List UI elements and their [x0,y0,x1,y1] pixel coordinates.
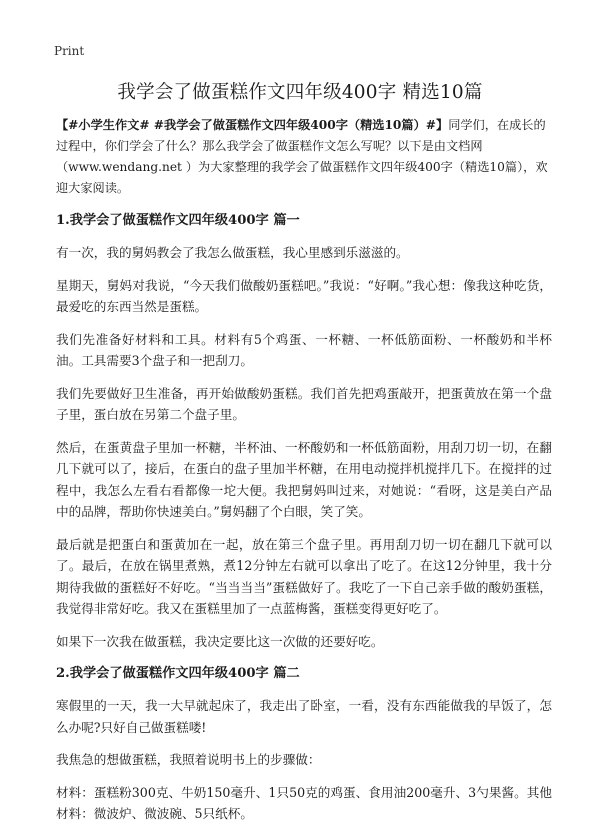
paragraph: 星期天，舅妈对我说，“今天我们做酸奶蛋糕吧。”我说：“好啊。”我心想：像我这种吃货，最爱吃的东西当然是蛋糕。 [56,277,552,314]
page-title: 我学会了做蛋糕作文四年级400字 精选10篇 [117,82,483,103]
section-heading: 1.我学会了做蛋糕作文四年级400字 篇一 [56,213,300,228]
print-label: Print [54,44,85,58]
paragraph: 材料：蛋糕粉300克、牛奶150毫升、1只50克的鸡蛋、食用油200毫升、3勺果酱。其他材料：微波炉、微波碗、5只纸杯。 [56,784,552,821]
paragraph: 我们先准备好材料和工具。材料有5个鸡蛋、一杯糖、一杯低筋面粉、一杯酸奶和半杯油。工具需要3个盘子和一把刮刀。 [56,331,552,368]
paragraph: 然后，在蛋黄盘子里加一杯糖，半杯油、一杯酸奶和一杯低筋面粉，用刮刀切一切，在翻几下就可以了，接后，在蛋白的盘子里加半杯糖，在用电动搅拌机搅拌几下。在搅拌的过程中，我怎么左看右看都像一坨大便。我把舅妈叫过来，对她说：“看呀，这是美白产品中的品牌，帮助你快速美白。”舅妈翻了个白眼，笑了笑。 [56,439,552,519]
intro-text: 同学们，在成长的过程中，你们学会了什么？那么我学会了做蛋糕作文怎么写呢？以下是由文档网（www.wendang.net ）为大家整理的我学会了做蛋糕作文四年级400字（精选10篇），欢迎大家阅读。 [56,118,548,195]
section-heading: 2.我学会了做蛋糕作文四年级400字 篇二 [56,666,300,681]
intro-paragraph [56,115,552,199]
paragraph: 有一次，我的舅妈教会了我怎么做蛋糕，我心里感到乐滋滋的。 [56,245,409,260]
article-body [56,115,552,836]
paragraph: 我焦急的想做蛋糕，我照着说明书上的步骤做： [56,752,321,767]
paragraph: 最后就是把蛋白和蛋黄加在一起，放在第三个盘子里。再用刮刀切一切在翻几下就可以了。最后，在放在锅里煮熟，煮12分钟左右就可以拿出了吃了。在这12分钟里，我十分期待我做的蛋糕好不好吃。“当当当当”蛋糕做好了。我吃了一下自己亲手做的酸奶蛋糕，我觉得非常好吃。我又在蛋糕里加了一点蓝梅酱，蛋糕变得更好吃了。 [56,536,552,616]
paragraph: 如果下一次我在做蛋糕，我决定要比这一次做的还要好吃。 [56,633,384,649]
paragraph: 我们先要做好卫生准备，再开始做酸奶蛋糕。我们首先把鸡蛋敲开，把蛋黄放在第一个盘子里，蛋白放在另第二个盘子里。 [56,385,552,422]
intro-tag: 【#小学生作文# #我学会了做蛋糕作文四年级400字（精选10篇）#】 [56,118,449,132]
paragraph: 寒假里的一天，我一大早就起床了，我走出了卧室，一看，没有东西能做我的早饭了，怎么办呢?只好自己做蛋糕喽! [56,698,552,735]
